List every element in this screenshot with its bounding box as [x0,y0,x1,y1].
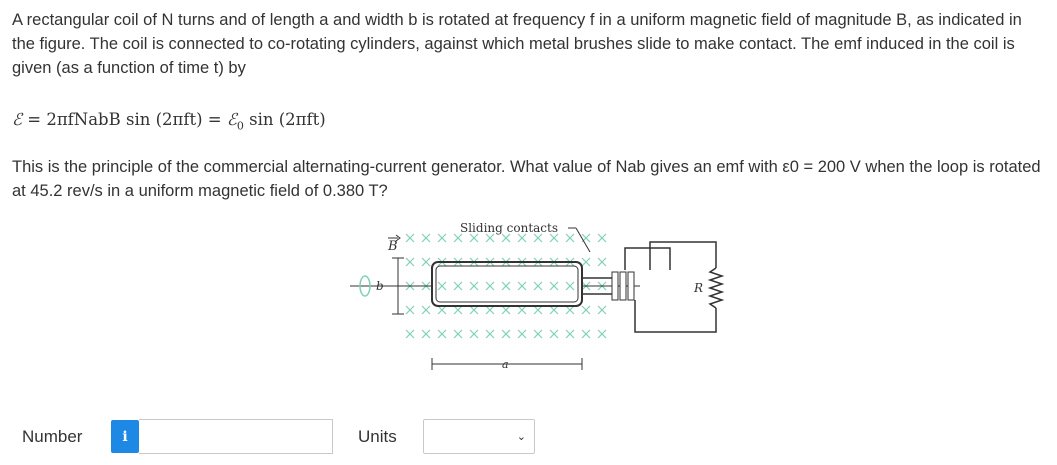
problem-text-question: This is the principle of the commercial alternating-current generator. What value of Nab gives an emf with ε0 = 200 V when the loop is rotated at 45.2 rev/s in a uniform magnetic field of 0.380 T? [12,158,1041,200]
number-input[interactable] [139,419,333,454]
resistor-label: R [694,281,704,295]
resistor-circuit [620,240,740,340]
emf-formula: ℰ = 2πfNabB sin (2πft) = ℰ$_0$ sin (2πft) [12,110,326,133]
sliding-contacts-label: Sliding contacts [460,221,558,235]
number-label: Number [22,427,83,446]
length-label: a [502,358,509,371]
b-field-label: B [388,239,398,254]
width-label: b [376,279,384,293]
info-icon[interactable]: i [111,420,139,453]
chevron-down-icon: ⌄ [516,431,526,443]
units-select[interactable] [423,419,535,454]
units-label: Units [358,427,397,446]
generator-figure [340,218,640,378]
problem-text-intro: A rectangular coil of N turns and of length a and width b is rotated at frequency f in a uniform magnetic field of magnitude B, as indicated in the figure. The coil is connected to co-rotating cylinders, against which metal brushes slide to make contact. The emf induced in the coil is given (as a function of time t) by [12,11,1022,77]
